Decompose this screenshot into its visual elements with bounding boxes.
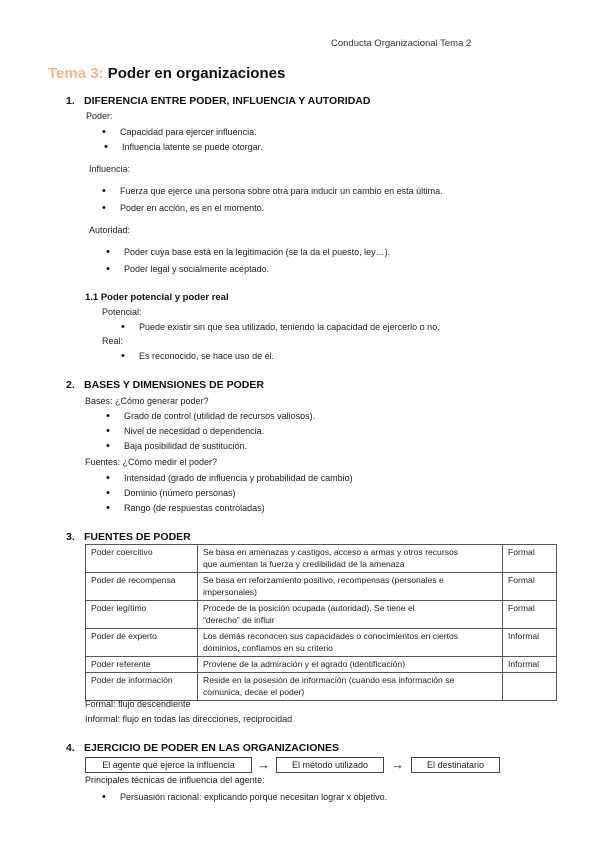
table-cell-desc: Los demás reconocen sus capacidades o conocimientos en ciertos dominios, confiamos en su criterio xyxy=(198,629,503,657)
table-cell-name: Poder coercitivo xyxy=(86,545,198,573)
list-item: • Poder legal y socialmente aceptado. xyxy=(124,264,269,274)
list-item: • Puede existir sin que sea utilizado, teniendo la capacidad de ejercerlo o no. xyxy=(139,322,440,332)
subsection-1-1-heading: 1.1 Poder potencial y poder real xyxy=(85,292,229,303)
list-item: • Nivel de necesidad o dependencia. xyxy=(124,426,264,436)
list-item: • Persuasión racional: explicando porque necesitan lograr x objetivo. xyxy=(120,792,387,802)
table-cell-type: Formal xyxy=(503,573,557,601)
section-2-heading: 2. BASES Y DIMENSIONES DE PODER xyxy=(66,379,264,391)
list-item: • Es reconocido, se hace uso de él. xyxy=(139,351,274,361)
title-text: Poder en organizaciones xyxy=(107,65,286,82)
title-prefix: Tema 3: xyxy=(48,65,104,82)
table-cell-name: Poder referente xyxy=(86,657,198,673)
table-cell-name: Poder legítimo xyxy=(86,601,198,629)
table-cell-desc: Procede de la posición ocupada (autoridad), Se tiene el “derecho” de influir xyxy=(198,601,503,629)
table-row xyxy=(86,673,557,701)
table-cell-name: Poder de información xyxy=(86,673,198,701)
table-cell-desc: Se basa en reforzamiento positivo, recompensas (personales e impersonales) xyxy=(198,573,503,601)
list-item: • Influencia latente se puede otorgar. xyxy=(122,142,263,152)
table-cell-type: Formal xyxy=(503,601,557,629)
bases-label: Bases: ¿Cómo generar poder? xyxy=(85,396,209,406)
poder-label: Poder: xyxy=(86,111,113,121)
table-row xyxy=(86,601,557,629)
list-item: • Fuerza que ejerce una persona sobre otra para inducir un cambio en esta última. xyxy=(120,186,443,196)
table-cell-type: Informal xyxy=(503,657,557,673)
list-item: • Baja posibilidad de sustitución. xyxy=(124,441,247,451)
table-cell-name: Poder de experto xyxy=(86,629,198,657)
fuentes-table xyxy=(85,544,557,701)
flow-box-recipient: El destinatario xyxy=(411,757,500,773)
table-cell-name: Poder de recompensa xyxy=(86,573,198,601)
section-4-heading: 4. EJERCICIO DE PODER EN LAS ORGANIZACIONES xyxy=(66,742,339,754)
list-item: • Dominio (número personas) xyxy=(124,488,236,498)
flow-box-agent: El agente que ejerce la influencia xyxy=(85,757,252,773)
table-cell-desc: Proviene de la admiración y el agrado (identificación) xyxy=(198,657,503,673)
list-item: • Rango (de respuestas controladas) xyxy=(124,503,265,513)
potencial-label: Potencial: xyxy=(102,307,142,317)
list-item: • Poder en acción, es en el momento. xyxy=(120,203,264,213)
arrow-icon: → xyxy=(257,757,270,772)
table-row xyxy=(86,629,557,657)
table-row xyxy=(86,573,557,601)
influencia-label: Influencia: xyxy=(89,164,131,174)
list-item: • Intensidad (grado de influencia y probabilidad de cambio) xyxy=(124,473,353,483)
table-cell-type xyxy=(503,673,557,701)
table-row xyxy=(86,657,557,673)
arrow-icon: → xyxy=(391,757,404,772)
section-3-heading: 3. FUENTES DE PODER xyxy=(66,531,191,543)
page-title xyxy=(48,65,285,82)
real-label: Real: xyxy=(102,336,124,346)
table-cell-type: Formal xyxy=(503,545,557,573)
note-informal: Informal: flujo en todas las direcciones, reciprocidad xyxy=(85,714,293,724)
list-item: • Poder cuya base está en la legitimación (se la da el puesto, ley…). xyxy=(124,247,390,257)
flow-box-method: El método utilizado xyxy=(276,757,384,773)
list-item: • Capacidad para ejercer influencia. xyxy=(120,127,257,137)
section-1-heading: 1. DIFERENCIA ENTRE PODER, INFLUENCIA Y AUTORIDAD xyxy=(66,95,371,107)
table-cell-type: Informal xyxy=(503,629,557,657)
fuentes-label: Fuentes: ¿Cómo medir el poder? xyxy=(85,457,218,467)
tecnicas-label: Principales técnicas de influencia del agente: xyxy=(85,775,265,785)
running-header: Conducta Organizacional Tema 2 xyxy=(331,38,472,49)
table-cell-desc: Se basa en amenazas y castigos, acceso a armas y otros recursos que aumentan la fuerza y credibilidad de la amenaza xyxy=(198,545,503,573)
table-cell-desc: Reside en la posesión de información (cuando esa información se comunica, decae el poder) xyxy=(198,673,503,701)
list-item: • Grado de control (utilidad de recursos valiosos). xyxy=(124,411,315,421)
autoridad-label: Autoridad: xyxy=(89,225,131,235)
table-row xyxy=(86,545,557,573)
note-formal: Formal: flujo descendiente xyxy=(85,699,191,709)
